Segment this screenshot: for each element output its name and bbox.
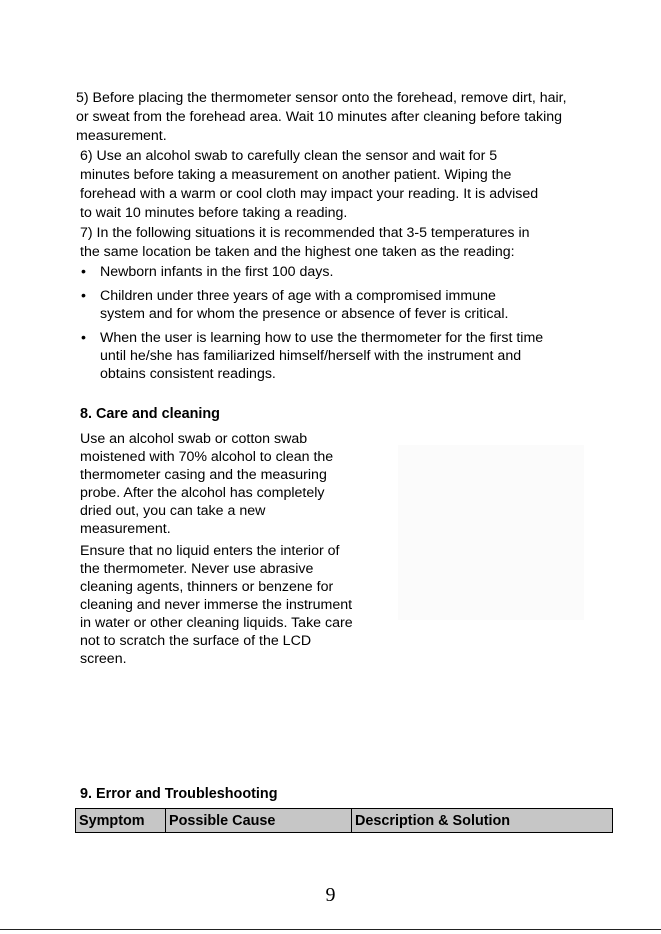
list-item bbox=[80, 263, 600, 281]
situations-list bbox=[80, 263, 600, 389]
list-item-text: Newborn infants in the first 100 days. bbox=[100, 264, 334, 280]
list-item bbox=[80, 329, 600, 383]
page-number: 9 bbox=[325, 884, 336, 906]
page-bottom-rule bbox=[0, 929, 661, 930]
list-item-text: When the user is learning how to use the thermometer for the first time until he/she has familiarized himself/herself with the instrument and obtains consistent readings. bbox=[100, 330, 544, 382]
bullet-icon: • bbox=[81, 330, 86, 346]
paragraph-6: 6) Use an alcohol swab to carefully clean the sensor and wait for 5 minutes before taking a measurement on another patient. Wiping the forehead with a warm or cool cloth may impact your reading. It is advised to wait 10 minutes before taking a reading. bbox=[80, 148, 539, 221]
section-8-heading: 8. Care and cleaning bbox=[80, 406, 220, 422]
paragraph-7: 7) In the following situations it is recommended that 3-5 temperatures in the same location be taken and the highest one taken as the reading: bbox=[80, 225, 530, 260]
illustration-placeholder bbox=[398, 445, 584, 620]
bullet-icon: • bbox=[81, 288, 86, 304]
list-item-text: Children under three years of age with a compromised immune system and for whom the presence or absence of fever is critical. bbox=[100, 288, 509, 322]
column-header-symptom: Symptom bbox=[76, 809, 166, 833]
care-paragraph-2: Ensure that no liquid enters the interior of the thermometer. Never use abrasive cleaning agents, thinners or benzene for cleaning and never immerse the instrument in water or other cleaning liquids. Take care not to scratch the surface of the LCD screen. bbox=[80, 543, 353, 667]
paragraph-5: 5) Before placing the thermometer sensor onto the forehead, remove dirt, hair, or sweat from the forehead area. Wait 10 minutes after cleaning before taking measurement. bbox=[76, 90, 567, 144]
bullet-icon: • bbox=[81, 264, 86, 280]
troubleshooting-table bbox=[75, 808, 613, 833]
section-9-heading: 9. Error and Troubleshooting bbox=[80, 786, 278, 802]
list-item bbox=[80, 287, 600, 323]
column-header-cause: Possible Cause bbox=[166, 809, 352, 833]
care-paragraph-1: Use an alcohol swab or cotton swab moistened with 70% alcohol to clean the thermometer casing and the measuring probe. After the alcohol has completely dried out, you can take a new measurement. bbox=[80, 431, 334, 537]
table-header-row bbox=[76, 809, 613, 833]
column-header-solution: Description & Solution bbox=[352, 809, 613, 833]
